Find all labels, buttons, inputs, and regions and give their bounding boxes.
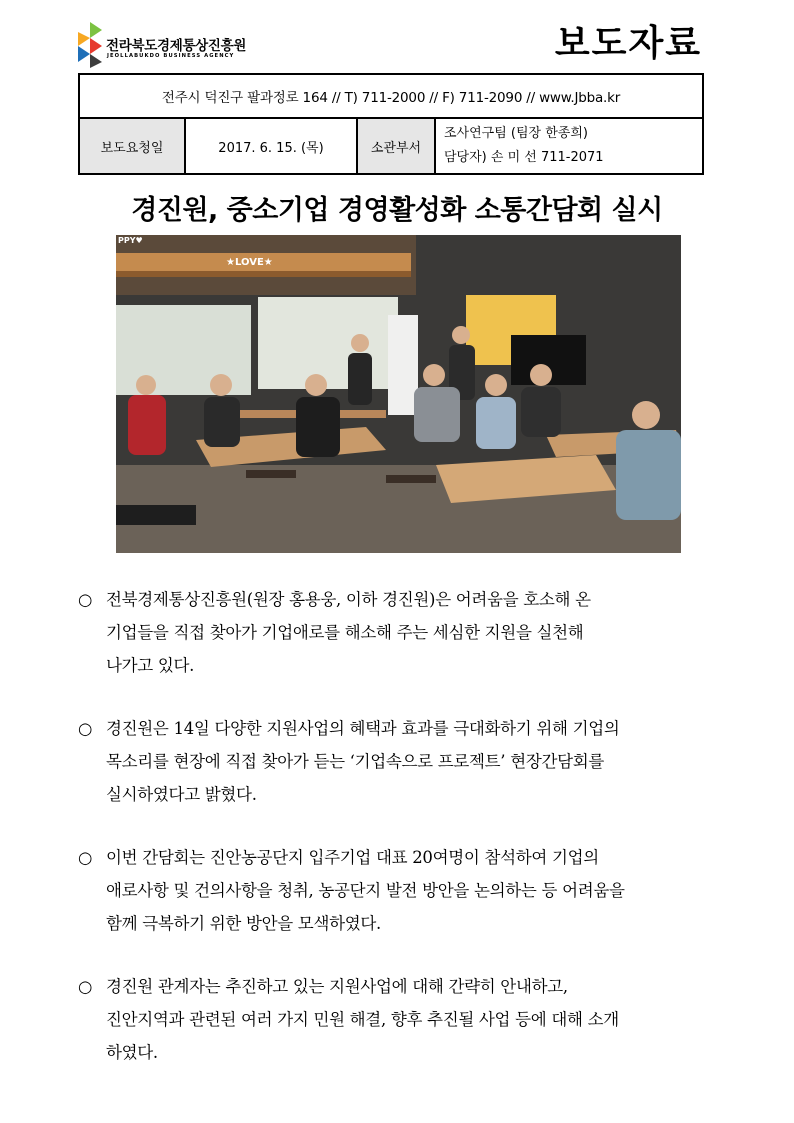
request-date-value: 2017. 6. 15. (목) [185,118,357,174]
paragraph-bullet: ○ [78,977,93,996]
wall-sign-happy: PPY♥ [118,236,143,245]
body-paragraph [78,583,718,682]
contact-address-line: 전주시 덕진구 팔과정로 164 // T) 711-2000 // F) 711-2090 // www.Jbba.kr [79,74,703,118]
department-label: 소관부서 [357,118,435,174]
press-info-table [78,73,704,175]
paragraph-line: 나가고 있다. [106,656,195,675]
paragraph-line: 실시하였다고 밝혔다. [106,785,257,804]
meeting-photo [116,235,681,553]
department-contact [435,118,703,174]
paragraph-bullet: ○ [78,848,93,867]
department-person: 담당자) 손 미 선 711-2071 [444,150,604,165]
paragraph-line: 기업들을 직접 찾아가 기업애로를 해소해 주는 세심한 지원을 실천해 [106,623,584,642]
org-logo-mark-icon [78,22,102,68]
paragraph-line: 함께 극복하기 위한 방안을 모색하였다. [106,914,381,933]
paragraph-line: 목소리를 현장에 직접 찾아가 듣는 ‘기업속으로 프로젝트’ 현장간담회를 [106,752,605,771]
paragraph-line: 전북경제통상진흥원(원장 홍용웅, 이하 경진원)은 어려움을 호소해 온 [106,590,591,609]
wall-sign-love: ★LOVE★ [226,257,273,268]
org-name: 전라북도경제통상진흥원 [106,38,247,54]
paragraph-bullet: ○ [78,590,93,609]
org-logo [78,22,278,70]
org-name-en: JEOLLABUKDO BUSINESS AGENCY [107,53,235,59]
meeting-photo-illustration [116,235,681,553]
paragraph-line: 경진원 관계자는 추진하고 있는 지원사업에 대해 간략히 안내하고, [106,977,568,996]
paragraph-line: 애로사항 및 건의사항을 청취, 농공단지 발전 방안을 논의하는 등 어려움을 [106,881,625,900]
body-paragraph [78,712,718,811]
paragraph-line: 하였다. [106,1043,158,1062]
body-paragraph [78,841,718,940]
request-date-label: 보도요청일 [79,118,185,174]
body-paragraph [78,970,718,1069]
paragraph-line: 경진원은 14일 다양한 지원사업의 혜택과 효과를 극대화하기 위해 기업의 [106,719,620,738]
paragraph-line: 이번 간담회는 진안농공단지 입주기업 대표 20여명이 참석하여 기업의 [106,848,599,867]
paragraph-bullet: ○ [78,719,93,738]
department-team: 조사연구팀 (팀장 한종희) [444,126,588,141]
document-type-title: 보도자료 [554,23,702,64]
paragraph-line: 진안지역과 관련된 여러 가지 민원 해결, 향후 추진될 사업 등에 대해 소개 [106,1010,619,1029]
article-headline: 경진원, 중소기업 경영활성화 소통간담회 실시 [131,195,663,226]
